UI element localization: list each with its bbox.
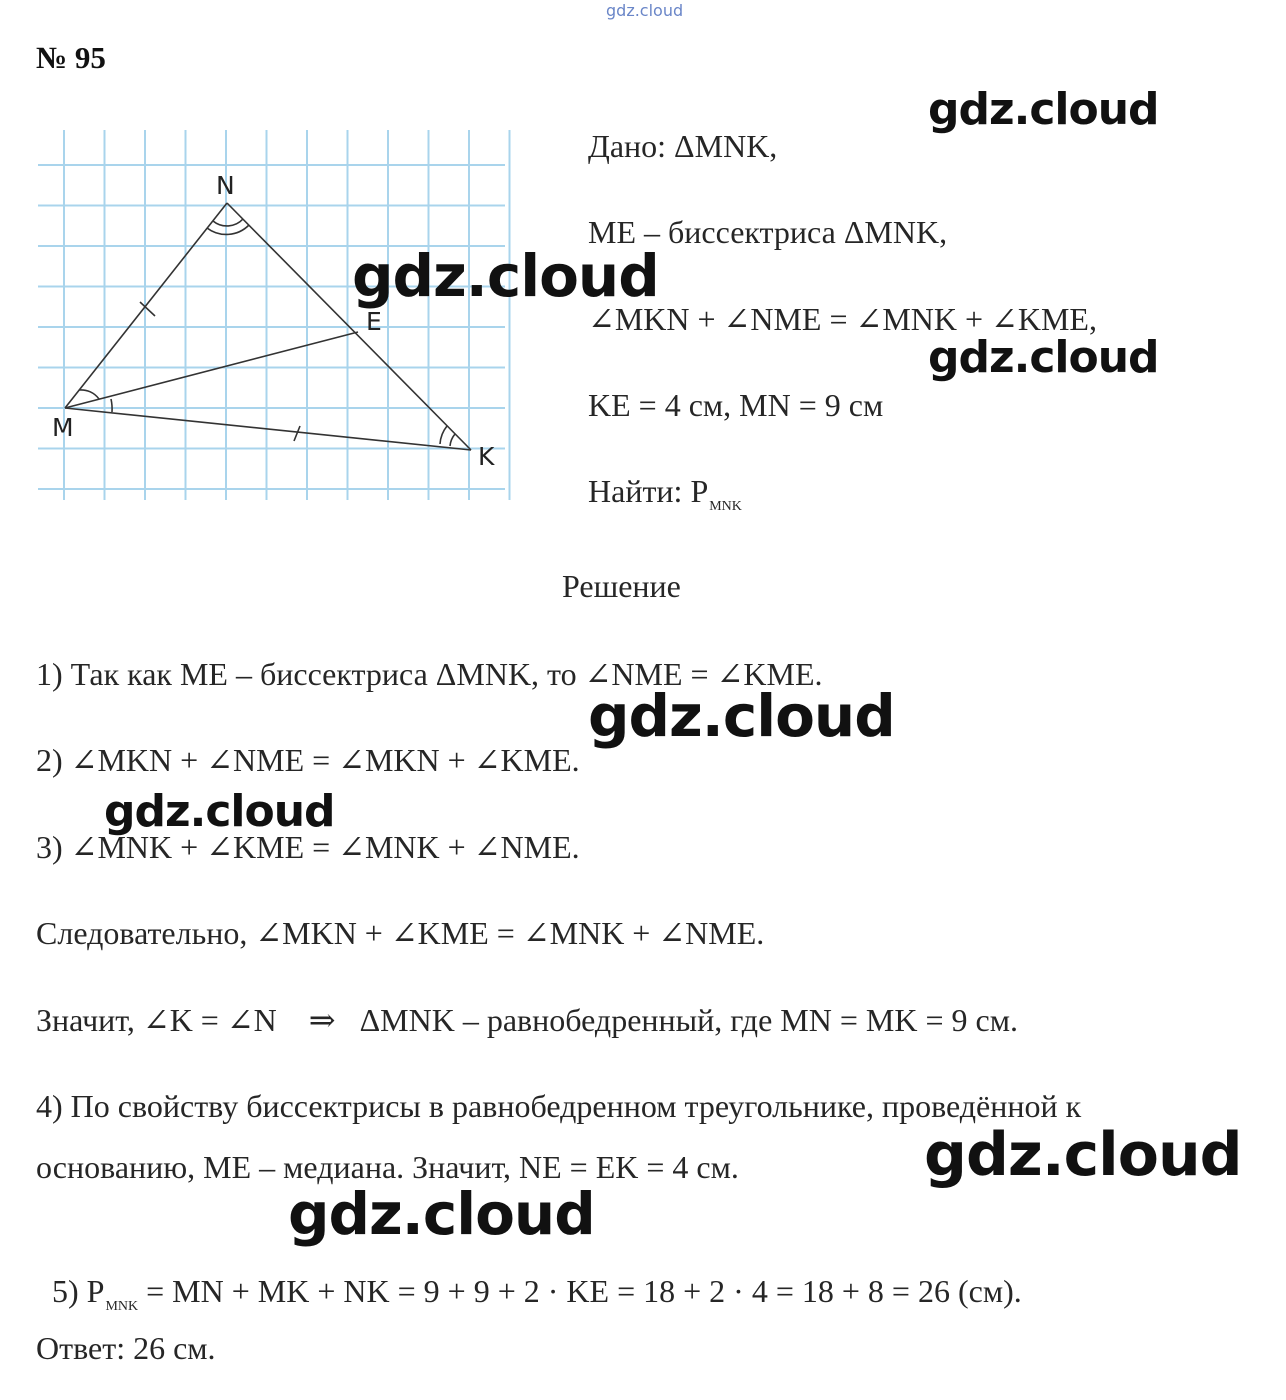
angle-m-arc1 [79,390,99,399]
find-perimeter: P [690,473,709,509]
watermark-6: gdz.cloud [924,1120,1242,1190]
angle-k-arc2 [450,434,455,446]
label-m: M [52,413,74,442]
find-label: Найти: [588,473,683,509]
label-k: K [478,442,495,471]
given-line-4: KE = 4 см, MN = 9 см [588,387,884,423]
watermark-5: gdz.cloud [104,786,335,837]
step-5-prefix: 5) P [52,1273,105,1309]
grid [38,130,510,500]
given-line-2: ME – биссектриса ΔMNK, [588,214,948,250]
angle-m-arc2 [111,399,112,412]
tick-mk [294,426,300,441]
step-5-sub: MNK [105,1299,139,1314]
step-2: 2) ∠MKN + ∠NME = ∠MKN + ∠KME. [36,742,580,778]
side-mk [65,408,471,450]
watermark-7: gdz.cloud [288,1180,595,1248]
given-line-1: Дано: ΔMNK, [588,128,778,164]
find-line [588,473,742,515]
bisector-me [65,332,358,408]
find-perimeter-sub: MNK [709,499,742,514]
conclusion-1: Следовательно, ∠MKN + ∠KME = ∠MNK + ∠NME. [36,915,765,951]
answer: Ответ: 26 см. [36,1330,216,1366]
step-4-line-1: 4) По свойству биссектрисы в равнобедренном треугольнике, проведённой к [36,1088,1082,1124]
watermark-top: gdz.cloud [606,1,684,20]
step-1: 1) Так как ME – биссектриса ΔMNK, то ∠NME = ∠KME. [36,656,823,692]
angle-n-arc2 [213,219,243,226]
problem-number: № 95 [36,40,106,75]
step-5-rest: = MN + MK + NK = 9 + 9 + 2 · KE = 18 + 2 · 4 = 18 + 8 = 26 (см). [138,1273,1022,1309]
conclusion-2: Значит, ∠K = ∠N ⇒ ΔMNK – равнобедренный, где MN = MK = 9 см. [36,1002,1018,1038]
step-3: 3) ∠MNK + ∠KME = ∠MNK + ∠NME. [36,829,580,865]
solution-title: Решение [562,568,681,604]
angle-k-arc1 [440,426,447,444]
watermark-3: gdz.cloud [928,332,1159,383]
watermark-1: gdz.cloud [928,84,1159,135]
label-n: N [216,171,235,200]
step-4-line-2: основанию, ME – медиана. Значит, NE = EK = 4 см. [36,1149,739,1185]
label-e: E [366,307,382,336]
watermark-2: gdz.cloud [352,242,659,310]
given-line-3: ∠MKN + ∠NME = ∠MNK + ∠KME, [588,301,1097,337]
watermark-4: gdz.cloud [588,682,895,750]
